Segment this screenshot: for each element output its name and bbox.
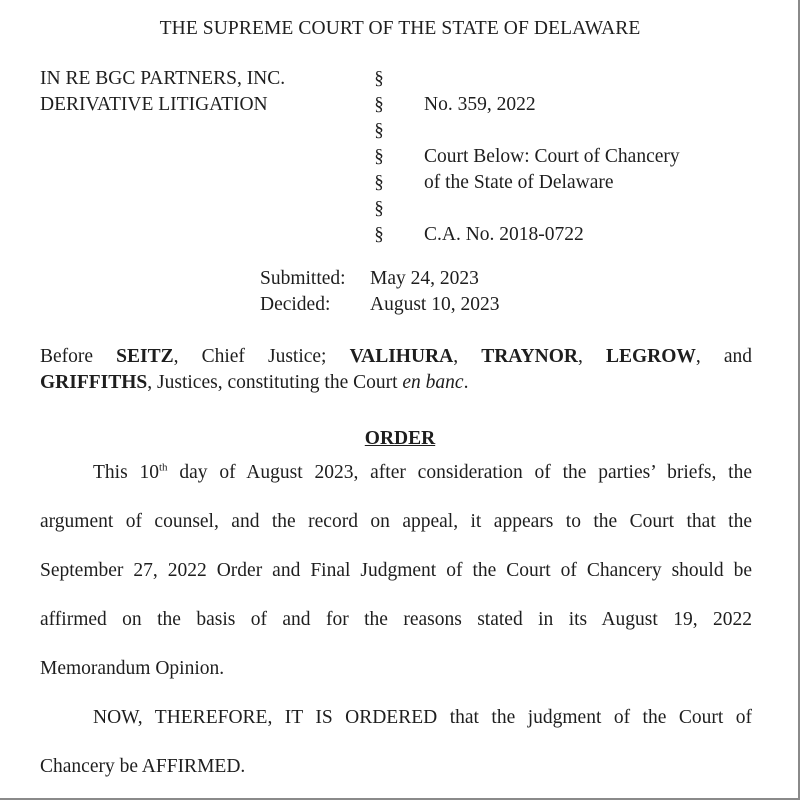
before-text: Before [40,346,94,367]
justice-name: VALIHURA [349,346,454,367]
order-line-6: NOW, THEREFORE, IT IS ORDERED that the judgment of the Court of [93,707,752,728]
section-symbol: § [374,68,384,89]
order-line-1 [40,462,752,484]
order-text: day of August 2023, after consideration of the parties’ briefs, the [167,462,752,483]
order-line-5: Memorandum Opinion. [40,658,225,679]
court-below-line-2: of the State of Delaware [424,172,614,193]
section-symbol: § [374,198,384,219]
submitted-date: May 24, 2023 [370,268,479,289]
justice-name: LEGROW [605,346,696,367]
period: . [463,372,469,393]
ca-number: C.A. No. 2018-0722 [424,224,584,245]
caption-line-2: DERIVATIVE LITIGATION [40,94,268,115]
order-heading: ORDER [364,428,436,449]
order-line-3: September 27, 2022 Order and Final Judgment of the Court of Chancery should be [40,560,752,581]
order-body [40,0,752,800]
section-symbol: § [374,146,384,167]
section-symbol: § [374,172,384,193]
court-below-line-1: Court Below: Court of Chancery [424,146,680,167]
separator: , [453,346,459,367]
section-symbol: § [374,224,384,245]
section-symbol: § [374,120,384,141]
justice-name: GRIFFITHS [40,372,148,393]
order-line-2: argument of counsel, and the record on appeal, it appears to the Court that the [40,511,752,532]
ordinal-suffix: th [158,461,168,474]
chief-title: , Chief Justice; [173,346,327,367]
caption-line-1: IN RE BGC PARTNERS, INC. [40,68,286,89]
separator: , and [695,346,753,367]
justice-name: TRAYNOR [481,346,578,367]
case-number: No. 359, 2022 [424,94,536,115]
section-symbol: § [374,94,384,115]
court-title: THE SUPREME COURT OF THE STATE OF DELAWARE [159,18,641,39]
justice-name: SEITZ [116,346,174,367]
decided-date: August 10, 2023 [370,294,500,315]
order-text: This 10 [93,462,159,483]
justices-suffix: , Justices, constituting the Court [147,372,398,393]
order-line-4: affirmed on the basis of and for the reasons stated in its August 19, 2022 [40,609,752,630]
order-line-7: Chancery be AFFIRMED. [40,756,246,777]
submitted-label: Submitted: [260,268,346,289]
separator: , [578,346,583,367]
decided-label: Decided: [260,294,331,315]
en-banc: en banc [402,372,464,393]
